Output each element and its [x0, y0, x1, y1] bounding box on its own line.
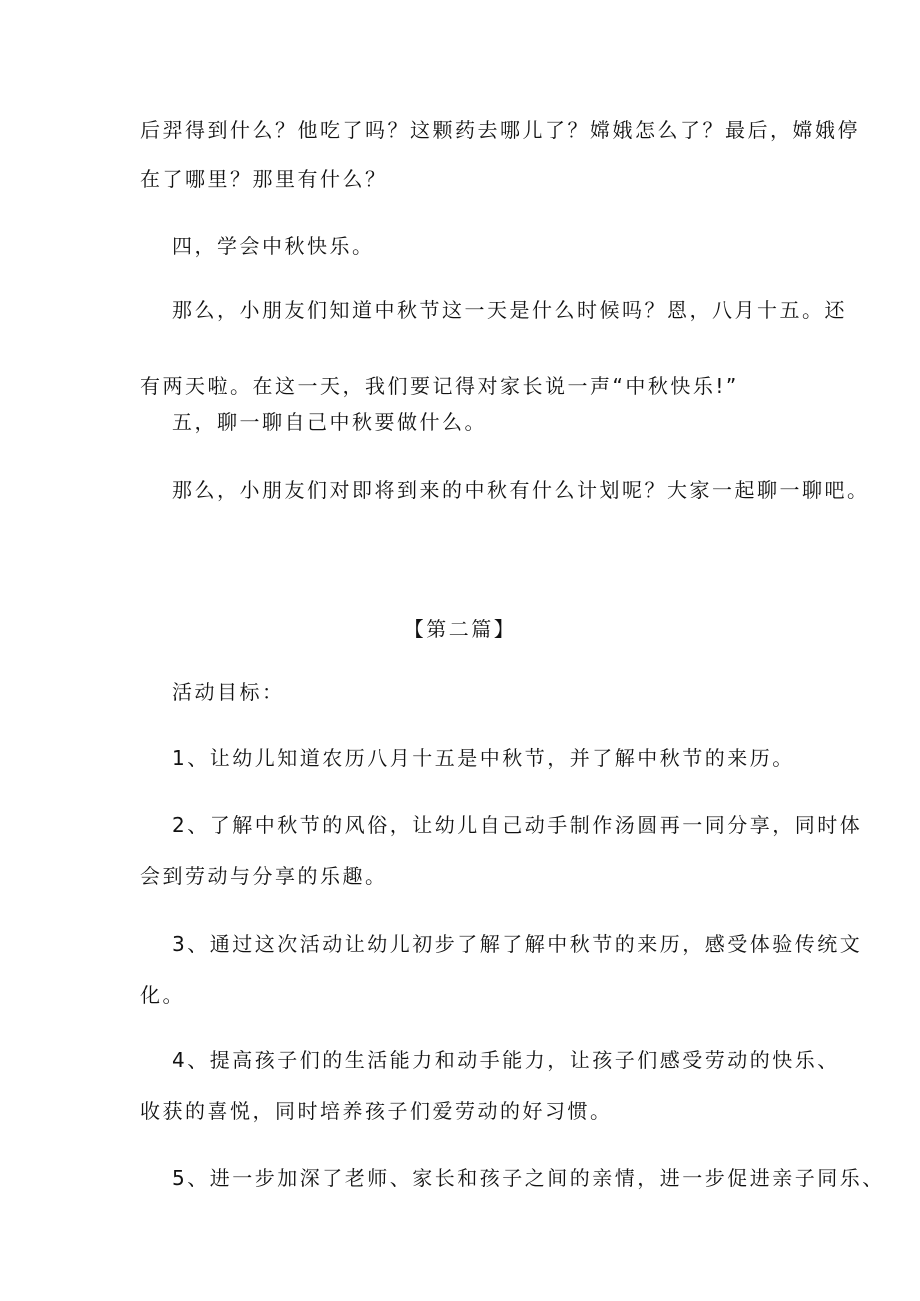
goal-item-5-line: 5、进一步加深了老师、家长和孩子之间的亲情，进一步促进亲子同乐、 [172, 1166, 885, 1190]
goal-item-3-line: 化。 [140, 983, 185, 1007]
goal-item-4-line: 4、提高孩子们的生活能力和动手能力，让孩子们感受劳动的快乐、 [172, 1048, 840, 1072]
section-heading-five: 五，聊一聊自己中秋要做什么。 [172, 410, 487, 434]
goal-item-2-line: 会到劳动与分享的乐趣。 [140, 864, 388, 888]
paragraph-line: 有两天啦。在这一天，我们要记得对家长说一声“中秋快乐!” [140, 374, 739, 398]
paragraph-line: 在了哪里？那里有什么？ [140, 167, 388, 191]
goal-item-4-line: 收获的喜悦，同时培养孩子们爱劳动的好习惯。 [140, 1099, 613, 1123]
goal-item-1: 1、让幼儿知道农历八月十五是中秋节，并了解中秋节的来历。 [172, 746, 795, 770]
paragraph-line: 后羿得到什么？他吃了吗？这颗药去哪儿了？嫦娥怎么了？最后，嫦娥停 [140, 118, 860, 142]
goal-item-2-line: 2、了解中秋节的风俗，让幼儿自己动手制作汤圆再一同分享，同时体 [172, 813, 863, 837]
paragraph-line: 那么，小朋友们知道中秋节这一天是什么时候吗？恩，八月十五。还 [172, 298, 847, 322]
section-title: 【第二篇】 [403, 617, 517, 641]
goal-item-3-line: 3、通过这次活动让幼儿初步了解了解中秋节的来历，感受体验传统文 [172, 932, 863, 956]
paragraph-line: 那么，小朋友们对即将到来的中秋有什么计划呢？大家一起聊一聊吧。 [172, 478, 870, 502]
section-heading-four: 四，学会中秋快乐。 [172, 234, 375, 258]
activity-goals-heading: 活动目标： [172, 680, 285, 704]
